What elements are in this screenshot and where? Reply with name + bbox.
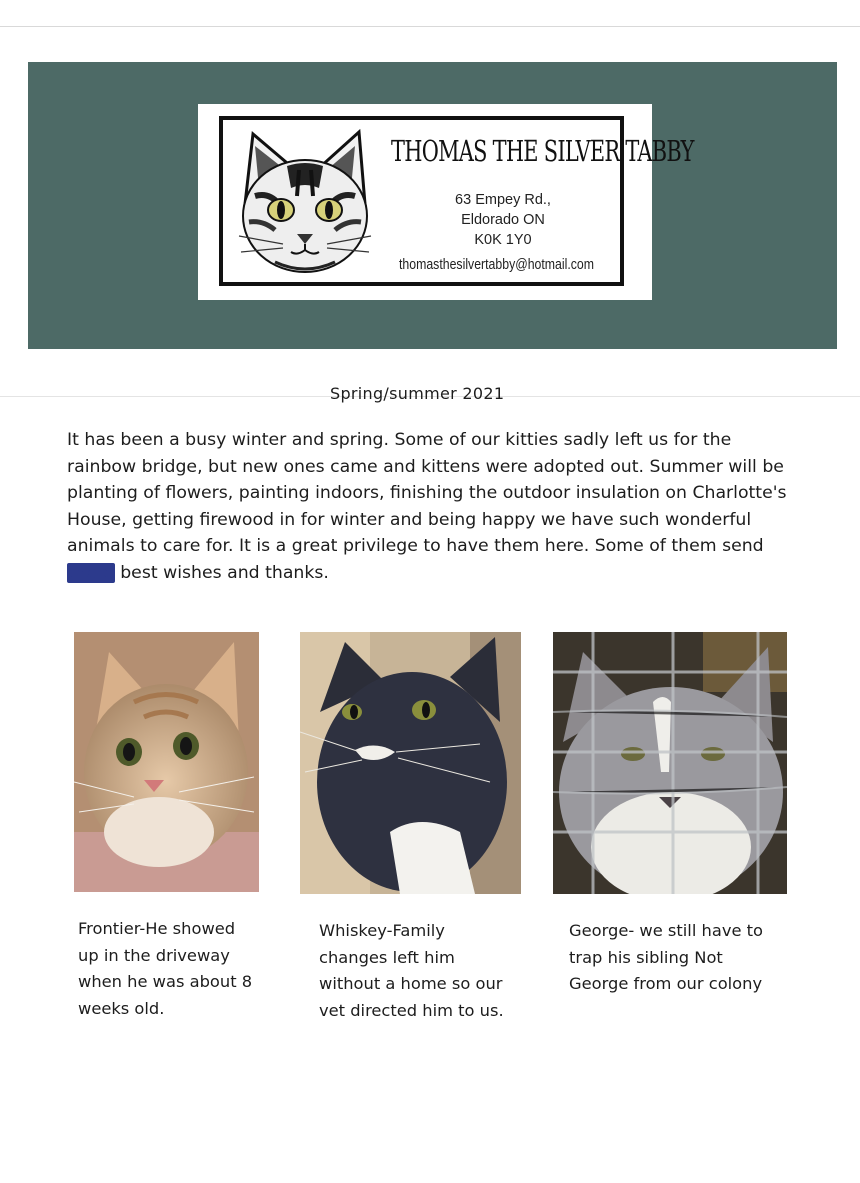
season-heading: Spring/summer 2021 — [330, 384, 505, 403]
address-line-city: Eldorado ON — [461, 212, 545, 228]
intro-line: House, getting firewood in for winter and being happy we have such wonderful — [67, 509, 752, 530]
intro-line-end: best wishes and thanks. — [114, 562, 329, 583]
intro-line: It has been a busy winter and spring. Some of our kitties sadly left us for the — [67, 430, 732, 450]
caption-line: up in the driveway — [78, 945, 230, 965]
grey-white-cat-behind-fence-photo — [553, 632, 787, 894]
intro-line: planting of flowers, painting indoors, finishing the outdoor insulation on Charlotte's — [67, 483, 787, 503]
tuxedo-cat-photo — [300, 632, 521, 894]
caption-line: trap his sibling Not — [569, 947, 723, 967]
caption-line: Whiskey-Family — [319, 921, 445, 940]
business-card-border — [219, 116, 694, 286]
address-line-street: 63 Empey Rd., — [455, 192, 551, 208]
brand-title: THOMAS THE SILVER TABBY — [391, 134, 694, 168]
caption-frontier — [78, 916, 288, 1022]
scan-line-top — [0, 26, 860, 27]
orange-tabby-cat-photo — [74, 632, 259, 892]
caption-line: George- we still have to — [569, 921, 763, 940]
caption-george — [569, 918, 829, 998]
address-line-postal: K0K 1Y0 — [474, 232, 532, 248]
intro-paragraph — [67, 427, 827, 586]
business-card — [198, 104, 694, 300]
contact-email[interactable]: thomasthesilvertabby@hotmail.com — [399, 256, 595, 273]
intro-line: rainbow bridge, but new ones came and kittens were adopted out. Summer will be — [67, 456, 784, 477]
caption-whiskey — [319, 918, 544, 1024]
caption-line: changes left him — [319, 947, 455, 967]
caption-line: without a home so our — [319, 974, 503, 993]
scribbled-word: there — [68, 562, 114, 583]
intro-line: animals to care for. It is a great privilege to have them here. Some of them send — [67, 536, 764, 556]
caption-line: weeks old. — [78, 998, 165, 1018]
caption-line: George from our colony — [569, 974, 763, 993]
intro-line-last — [67, 560, 827, 587]
caption-line: vet directed him to us. — [319, 1000, 504, 1020]
caption-line: when he was about 8 — [78, 972, 253, 991]
cat-face-icon — [235, 126, 375, 276]
caption-line: Frontier-He showed — [78, 919, 236, 938]
